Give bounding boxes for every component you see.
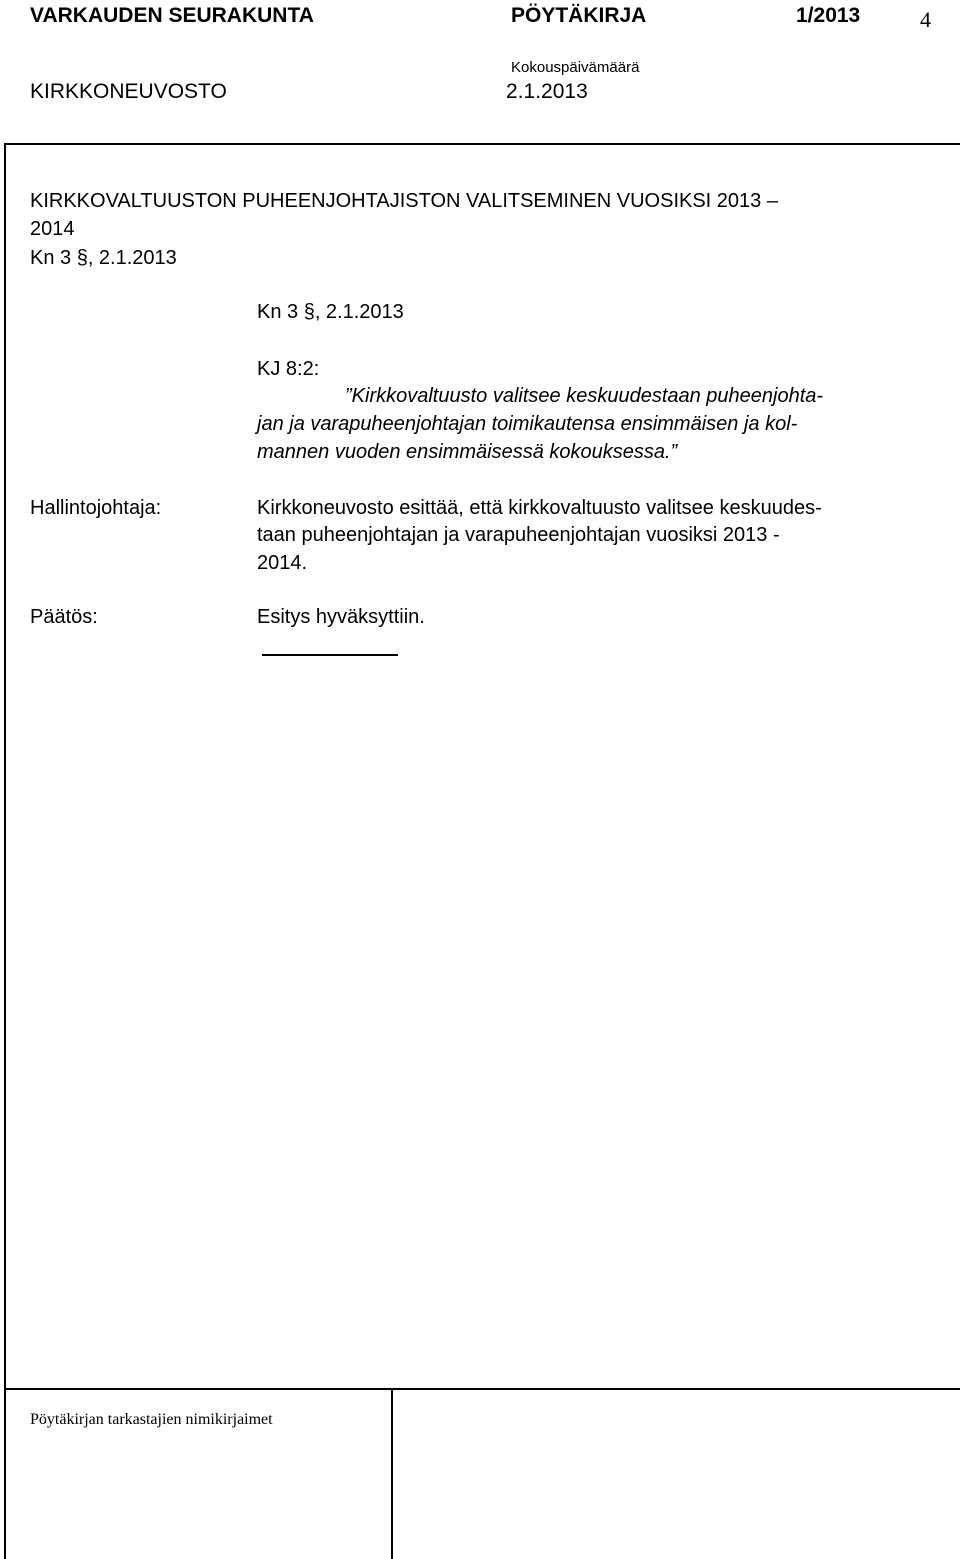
law-quote-line-1: ”Kirkkovaltuusto valitsee keskuudestaan puheenjohta- xyxy=(345,385,824,407)
decision-text: Esitys hyväksyttiin. xyxy=(257,606,425,628)
proposal-label: Hallintojohtaja: xyxy=(30,497,162,519)
section-title-line-1: KIRKKOVALTUUSTON PUHEENJOHTAJISTON VALITSEMINEN VUOSIKSI 2013 – xyxy=(30,190,778,212)
section-title-line-2: 2014 xyxy=(30,218,75,240)
section-reference: Kn 3 §, 2.1.2013 xyxy=(30,247,177,269)
proposal-line-1: Kirkkoneuvosto esittää, että kirkkovaltuusto valitsee keskuudes- xyxy=(257,497,822,519)
meeting-date-label: Kokouspäivämäärä xyxy=(511,59,640,76)
decision-label: Päätös: xyxy=(30,606,98,628)
document-number: 1/2013 xyxy=(796,4,861,27)
signatures-label: Pöytäkirjan tarkastajien nimikirjaimet xyxy=(30,1411,273,1428)
law-quote-line-2: jan ja varapuheenjohtajan toimikautensa ensimmäisen ja kol- xyxy=(257,413,798,435)
frame-left-border xyxy=(4,143,6,1559)
page-number: 4 xyxy=(920,7,931,32)
document-type: PÖYTÄKIRJA xyxy=(511,4,647,27)
section-end-rule xyxy=(262,654,398,656)
governing-body: KIRKKONEUVOSTO xyxy=(30,80,227,103)
law-quote-line-3: mannen vuoden ensimmäisessä kokouksessa.” xyxy=(257,441,678,463)
meeting-date: 2.1.2013 xyxy=(506,80,588,103)
footer-top-border xyxy=(4,1388,960,1390)
proposal-line-2: taan puheenjohtajan ja varapuheenjohtajan vuosiksi 2013 - xyxy=(257,524,780,546)
law-reference-label: KJ 8:2: xyxy=(257,358,320,380)
footer-divider xyxy=(391,1388,393,1559)
content-reference: Kn 3 §, 2.1.2013 xyxy=(257,301,404,323)
proposal-line-3: 2014. xyxy=(257,552,308,574)
organization-name: VARKAUDEN SEURAKUNTA xyxy=(30,4,314,27)
frame-top-border xyxy=(4,143,960,145)
